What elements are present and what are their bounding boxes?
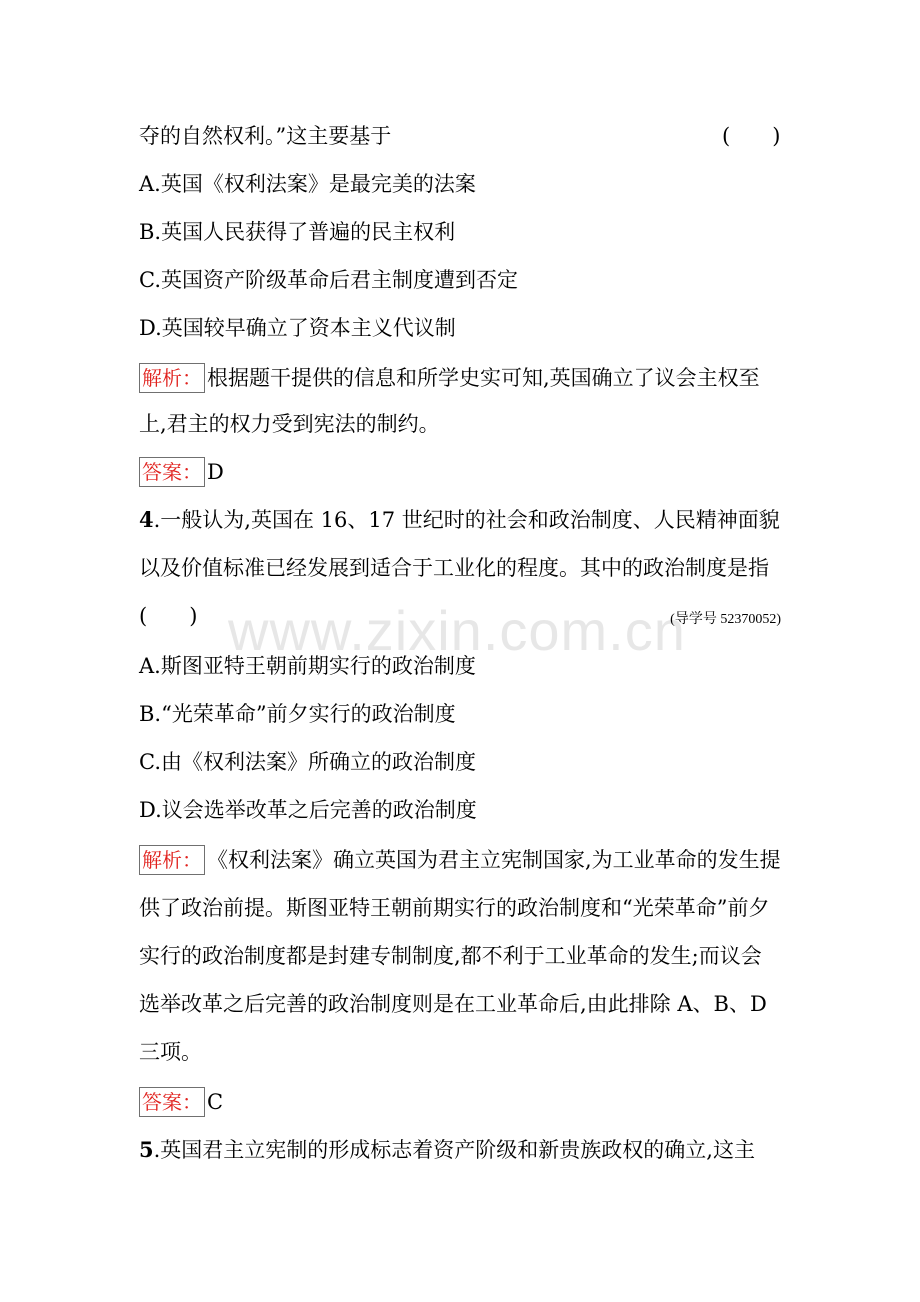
q4-stem-line-2: 以及价值标准已经发展到适合于工业化的程度。其中的政治制度是指 [139,556,769,580]
q4-analysis-line-4: 选举改革之后完善的政治制度则是在工业革命后,由此排除 A、B、D [139,992,767,1016]
analysis-label: 解析： [139,363,205,393]
q4-option-a: A.斯图亚特王朝前期实行的政治制度 [139,654,476,678]
q3-option-a: A.英国《权利法案》是最完美的法案 [139,172,476,196]
q4-analysis-line-1 [139,844,784,876]
answer-label: 答案： [139,1087,205,1117]
q5-stem-line-1 [139,1134,784,1166]
answer-label: 答案： [139,457,205,487]
q4-analysis-text-1: 《权利法案》确立英国为君主立宪制国家,为工业革命的发生提 [207,848,781,872]
q4-analysis-line-5: 三项。 [139,1040,202,1064]
q4-option-c: C.由《权利法案》所确立的政治制度 [139,750,476,774]
q4-number: 4 [139,507,154,532]
q4-option-b: B.“光荣革命”前夕实行的政治制度 [139,702,456,726]
q3-analysis-line-1 [139,362,784,394]
q4-stem-line-1 [139,504,784,536]
q4-answer-value: C [207,1090,224,1114]
q3-answer-value: D [207,460,224,484]
q3-option-b: B.英国人民获得了普遍的民主权利 [139,220,456,244]
q4-option-d: D.议会选举改革之后完善的政治制度 [139,798,477,822]
q3-stem-tail: 夺的自然权利。”这主要基于 [139,124,392,148]
watermark: www.zixin.com.cn [228,599,686,662]
q4-guide-number: (导学号 52370052) [670,612,781,627]
q3-answer-line [139,456,784,488]
q4-analysis-line-3: 实行的政治制度都是封建专制制度,都不利于工业革命的发生;而议会 [139,944,762,968]
analysis-label: 解析： [139,845,205,875]
q4-answer-line [139,1086,784,1118]
q3-answer-paren: ( ) [722,124,781,148]
q4-analysis-line-2: 供了政治前提。斯图亚特王朝前期实行的政治制度和“光荣革命”前夕 [139,896,770,920]
q3-analysis-line-2: 上,君主的权力受到宪法的制约。 [139,412,440,436]
q3-option-d: D.英国较早确立了资本主义代议制 [139,316,456,340]
q4-stem-text-1: .一般认为,英国在 16、17 世纪时的社会和政治制度、人民精神面貌 [153,508,780,532]
q5-stem-text-1: .英国君主立宪制的形成标志着资产阶级和新贵族政权的确立,这主 [153,1138,755,1162]
q5-number: 5 [139,1137,154,1162]
q4-answer-paren: ( ) [139,604,198,628]
q3-option-c: C.英国资产阶级革命后君主制度遭到否定 [139,268,518,292]
q3-analysis-text-1: 根据题干提供的信息和所学史实可知,英国确立了议会主权至 [207,366,760,390]
